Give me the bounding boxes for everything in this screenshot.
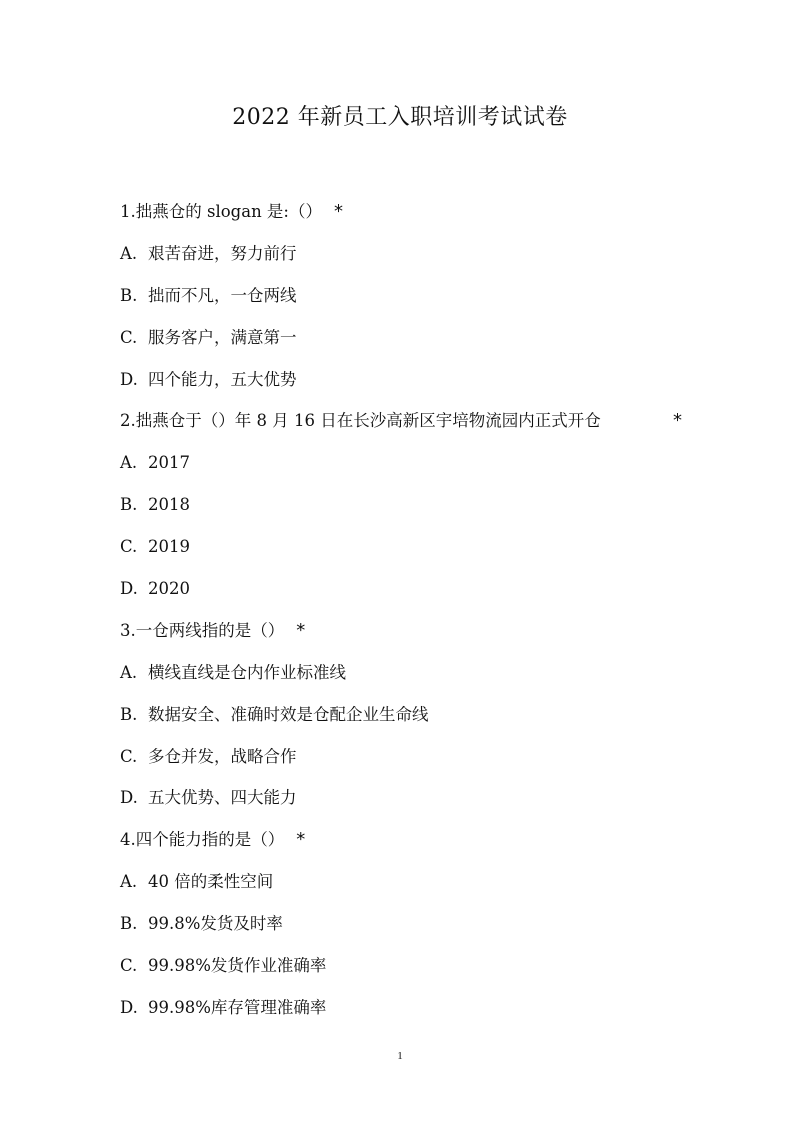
option-4d[interactable] [120, 994, 720, 1036]
option-2a[interactable] [120, 449, 720, 491]
option-1d[interactable] [120, 366, 720, 408]
option-3c[interactable] [120, 743, 720, 785]
exam-title: 2022 年新员工入职培训考试试卷 [232, 105, 568, 130]
option-letter: A. [120, 662, 138, 682]
option-letter: D. [120, 788, 138, 808]
option-letter: C. [120, 746, 138, 766]
option-text: 拙而不凡，一仓两线 [148, 285, 297, 305]
option-text: 五大优势、四大能力 [148, 788, 297, 808]
option-text: 99.98%发货作业准确率 [148, 956, 327, 976]
option-text: 四个能力，五大优势 [148, 369, 297, 389]
option-4c[interactable] [120, 952, 720, 994]
option-letter: A. [120, 453, 138, 473]
option-letter: C. [120, 327, 138, 347]
option-text: 艰苦奋进，努力前行 [148, 243, 297, 263]
option-text: 2018 [148, 495, 190, 515]
question-4 [120, 826, 682, 868]
option-text: 2019 [148, 537, 190, 557]
option-letter: D. [120, 369, 138, 389]
page-number: 1 [397, 1050, 403, 1062]
option-letter: A. [120, 243, 138, 263]
option-1b[interactable] [120, 282, 720, 324]
option-3d[interactable] [120, 784, 720, 826]
option-letter: C. [120, 956, 138, 976]
required-mark: * [673, 410, 682, 432]
option-text: 99.98%库存管理准确率 [148, 997, 327, 1017]
option-letter: B. [120, 285, 138, 305]
option-text: 横线直线是仓内作业标准线 [148, 662, 346, 682]
required-mark: * [296, 619, 306, 641]
option-text: 数据安全、准确时效是仓配企业生命线 [148, 704, 429, 724]
option-letter: A. [120, 872, 138, 892]
option-4a[interactable] [120, 868, 720, 910]
question-stem: 3.一仓两线指的是（） [120, 620, 285, 640]
option-letter: C. [120, 537, 138, 557]
question-3 [120, 617, 682, 659]
required-mark: * [296, 829, 306, 851]
option-letter: B. [120, 914, 138, 934]
option-2c[interactable] [120, 533, 720, 575]
option-text: 40 倍的柔性空间 [148, 872, 274, 892]
option-letter: B. [120, 495, 138, 515]
option-2b[interactable] [120, 491, 720, 533]
option-1c[interactable] [120, 324, 720, 366]
option-1a[interactable] [120, 240, 720, 282]
question-1 [120, 198, 682, 240]
option-letter: B. [120, 704, 138, 724]
option-4b[interactable] [120, 910, 720, 952]
option-text: 服务客户，满意第一 [148, 327, 297, 347]
question-stem: 4.四个能力指的是（） [120, 830, 285, 850]
option-text: 2017 [148, 453, 190, 473]
option-3b[interactable] [120, 701, 720, 743]
option-text: 2020 [148, 579, 190, 599]
question-list [120, 198, 720, 1036]
question-2 [120, 407, 682, 449]
option-2d[interactable] [120, 575, 720, 617]
question-stem: 2.拙燕仓于（）年 8 月 16 日在长沙高新区宇培物流园内正式开仓 [120, 411, 601, 431]
option-text: 99.8%发货及时率 [148, 914, 283, 934]
question-stem: 1.拙燕仓的 slogan 是:（） [120, 202, 322, 221]
option-3a[interactable] [120, 659, 720, 701]
option-text: 多仓并发，战略合作 [148, 746, 297, 766]
option-letter: D. [120, 997, 138, 1017]
option-letter: D. [120, 579, 138, 599]
required-mark: * [334, 201, 343, 222]
